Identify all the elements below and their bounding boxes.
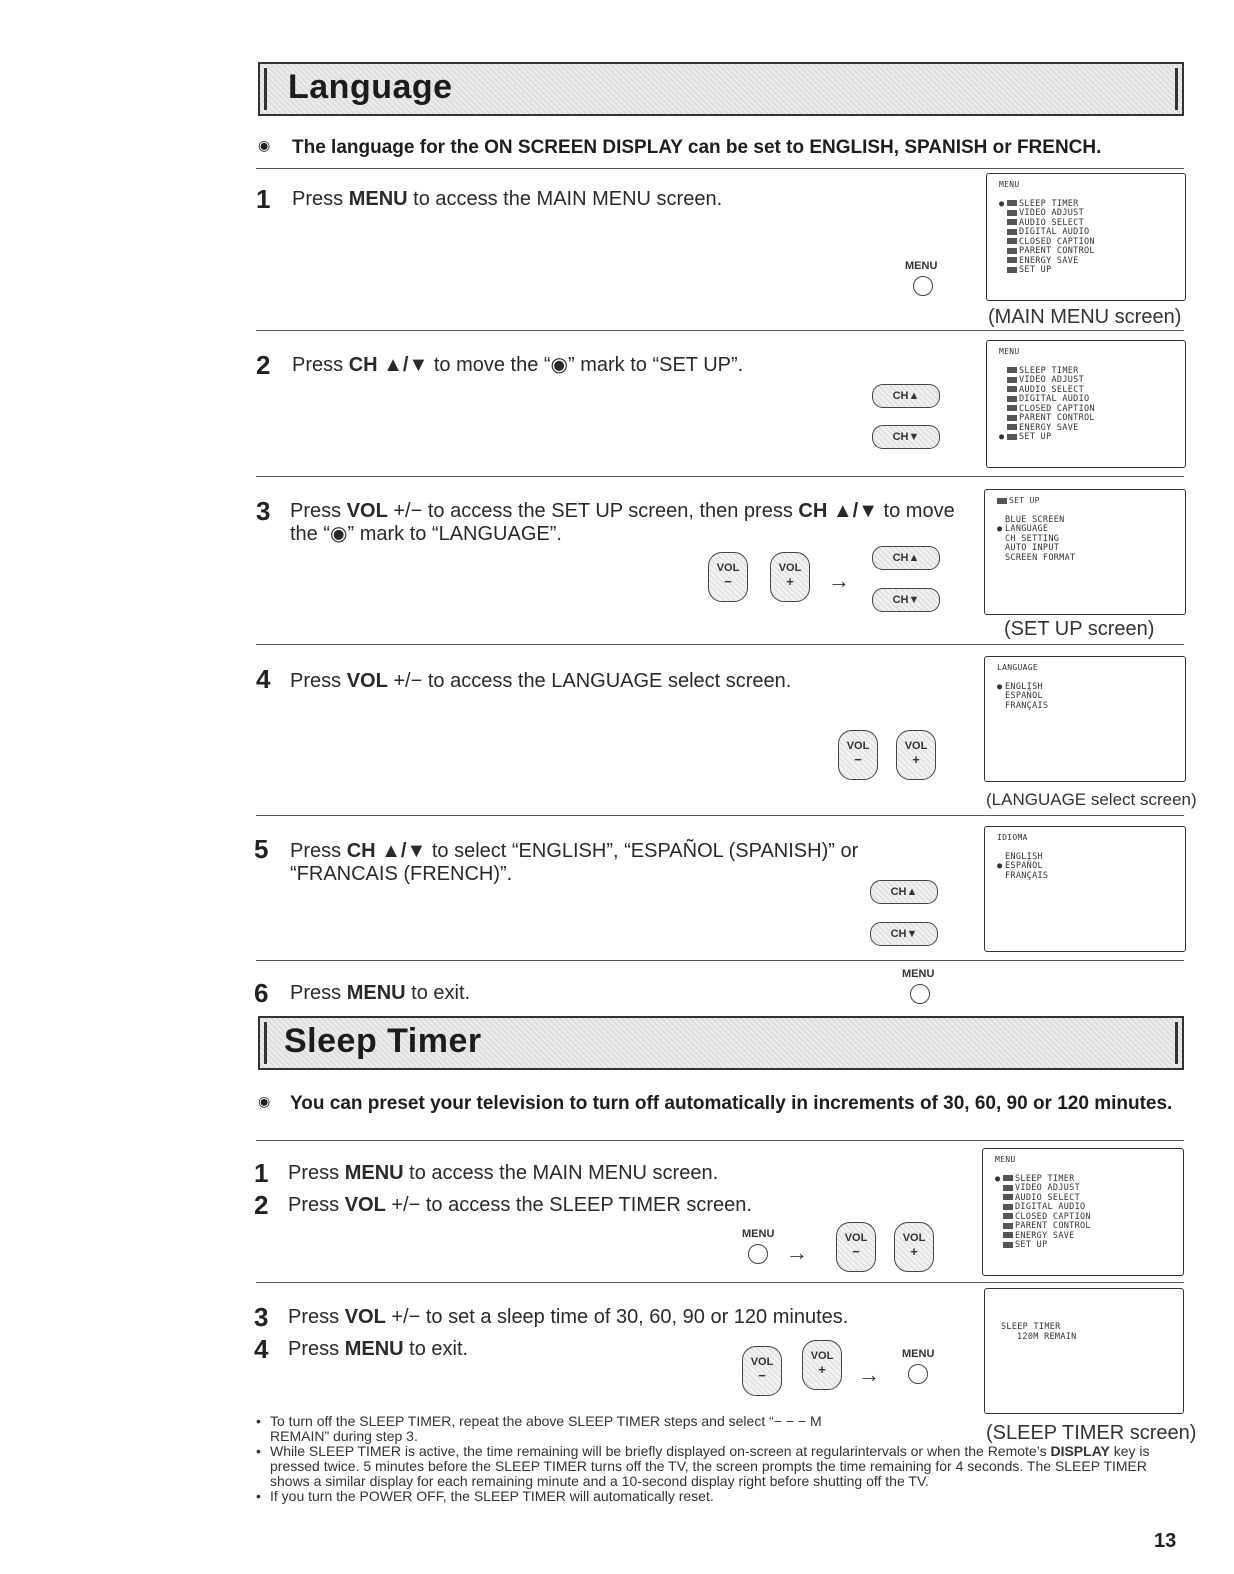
ch-down-button: CH▼ [870, 922, 938, 946]
note-item: • While SLEEP TIMER is active, the time remaining will be briefly displayed on-screen at regularintervals or when the Remote’s DISPLAY key is pressed twice. 5 minutes before the SLEEP TIMER turns off the TV, the screen prompts the time remaining for 4 seconds. The SLEEP TIMER shows a similar display for each remaining minute and a 10-second display right before shutting off the TV. [256, 1443, 1150, 1489]
step-number: 6 [254, 978, 269, 1008]
setup-screen: SET UP BLUE SCREEN ● LANGUAGE CH SETTING AUTO INPUT SCREEN FORMAT [984, 489, 1186, 615]
step-number: 4 [254, 1334, 269, 1364]
menu-button-label: MENU [902, 968, 935, 980]
arrow-icon: → [858, 1362, 880, 1387]
ch-up-button: CH▲ [872, 384, 940, 408]
menu-button-icon [748, 1244, 768, 1264]
ch-down-button: CH▼ [872, 425, 940, 449]
menu-button-label: MENU [905, 260, 938, 272]
step-text: Press MENU to exit. [290, 982, 471, 1004]
step-number: 2 [256, 350, 271, 380]
screen-caption: (SET UP screen) [1004, 618, 1155, 640]
vol-minus-button: VOL − [708, 552, 748, 602]
vol-plus-button: VOL + [896, 730, 936, 780]
vol-plus-button: VOL + [802, 1340, 842, 1390]
step-text: Press MENU to access the MAIN MENU screen. [288, 1162, 719, 1184]
notes [256, 1414, 1186, 1504]
step-text: Press VOL +/− to set a sleep time of 30, 60, 90 or 120 minutes. [288, 1306, 849, 1328]
step-number: 4 [256, 664, 271, 694]
step-text: Press CH ▲/▼ to move the “◉” mark to “SET UP”. [292, 354, 744, 376]
bullet-icon: ◉ [258, 137, 271, 153]
step-number: 1 [256, 184, 271, 214]
arrow-icon: → [786, 1240, 808, 1265]
divider [256, 960, 1184, 961]
vol-minus-button: VOL − [836, 1222, 876, 1272]
divider [256, 1282, 1184, 1283]
divider [256, 476, 1184, 477]
ch-down-button: CH▼ [872, 588, 940, 612]
language-title: Language [288, 68, 453, 106]
step-text: Press CH ▲/▼ to select “ENGLISH”, “ESPAÑOL (SPANISH)” or “FRANCAIS (FRENCH)”. [290, 840, 859, 885]
step-text: Press VOL +/− to access the SLEEP TIMER screen. [288, 1194, 752, 1216]
page-number: 13 [1154, 1530, 1177, 1552]
screen-caption: (LANGUAGE select screen) [986, 790, 1197, 809]
idioma-screen: IDIOMA ENGLISH ● ESPAÑOL FRANÇAIS [984, 826, 1186, 952]
sleep-timer-title: Sleep Timer [284, 1022, 482, 1060]
bullet-icon: ◉ [258, 1093, 271, 1109]
divider [256, 644, 1184, 645]
menu-button-icon [910, 984, 930, 1004]
sleep-timer-banner [258, 1016, 1184, 1070]
menu-button-label: MENU [742, 1228, 775, 1240]
menu-button-label: MENU [902, 1348, 935, 1360]
ch-up-button: CH▲ [872, 546, 940, 570]
divider [256, 1140, 1184, 1141]
main-menu-setup-screen: MENU SLEEP TIMER VIDEO ADJUST AUDIO SELECT DIGITAL AUDIO CLOSED CAPTION PARENT CONTROL ENERGY SAVE ● SET UP [986, 340, 1186, 468]
sleep-timer-screen: SLEEP TIMER 120M REMAIN [984, 1288, 1184, 1414]
menu-button-icon [908, 1364, 928, 1384]
sleep-main-menu-screen: MENU ● SLEEP TIMER VIDEO ADJUST AUDIO SELECT DIGITAL AUDIO CLOSED CAPTION PARENT CONTROL ENERGY SAVE SET UP [982, 1148, 1184, 1276]
main-menu-screen: MENU ● SLEEP TIMER VIDEO ADJUST AUDIO SELECT DIGITAL AUDIO CLOSED CAPTION PARENT CONTROL ENERGY SAVE SET UP [986, 173, 1186, 301]
ch-up-button: CH▲ [870, 880, 938, 904]
note-item: • To turn off the SLEEP TIMER, repeat the above SLEEP TIMER steps and select “− − − M REMAIN” during step 3. [256, 1413, 822, 1444]
step-text: Press VOL +/− to access the LANGUAGE select screen. [290, 670, 792, 692]
vol-minus-button: VOL − [742, 1346, 782, 1396]
vol-plus-button: VOL + [894, 1222, 934, 1272]
step-number: 2 [254, 1190, 269, 1220]
language-banner [258, 62, 1184, 116]
menu-button-icon [913, 276, 933, 296]
screen-caption: (SLEEP TIMER screen) [986, 1422, 1197, 1444]
step-number: 3 [256, 496, 271, 526]
vol-minus-button: VOL − [838, 730, 878, 780]
divider [256, 330, 1184, 331]
step-number: 5 [254, 834, 269, 864]
screen-caption: (MAIN MENU screen) [988, 306, 1182, 328]
arrow-icon: → [828, 568, 850, 593]
step-text: Press MENU to exit. [288, 1338, 469, 1360]
step-text: Press VOL +/− to access the SET UP screen, then press CH ▲/▼ to move the “◉” mark to “LANGUAGE”. [290, 500, 955, 545]
step-number: 1 [254, 1158, 269, 1188]
vol-plus-button: VOL + [770, 552, 810, 602]
divider [256, 815, 1184, 816]
note-item: • If you turn the POWER OFF, the SLEEP TIMER will automatically reset. [256, 1488, 714, 1504]
language-select-screen: LANGUAGE ● ENGLISH ESPAÑOL FRANÇAIS [984, 656, 1186, 782]
step-text: Press MENU to access the MAIN MENU screen. [292, 188, 723, 210]
step-number: 3 [254, 1302, 269, 1332]
divider [256, 168, 1184, 169]
